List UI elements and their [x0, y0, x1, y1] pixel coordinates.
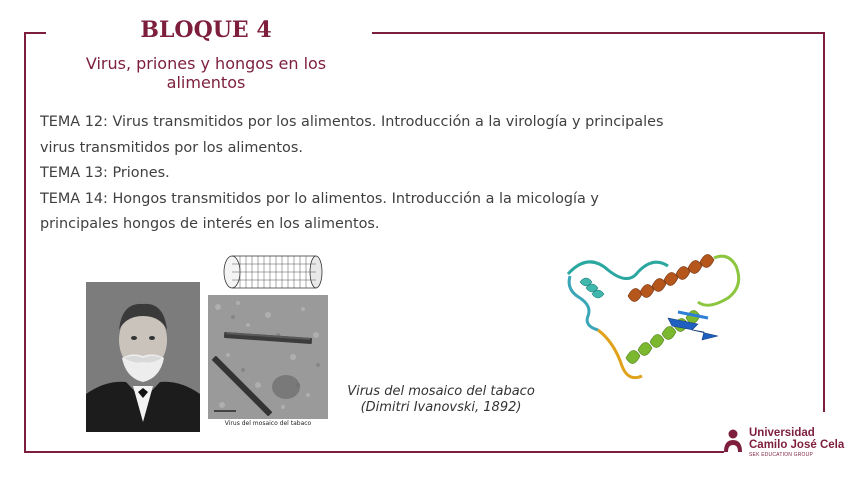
ucjc-logo	[722, 424, 844, 458]
frame-top-left	[24, 32, 46, 34]
prion-protein-image	[558, 246, 754, 386]
topic-list	[40, 110, 680, 238]
logo-line-3: SEK EDUCATION GROUP	[749, 452, 813, 458]
frame-right	[823, 32, 825, 412]
ucjc-logo-icon	[722, 428, 744, 454]
slide-title: BLOQUE 4	[140, 17, 272, 43]
topic-item-13: TEMA 13: Priones.	[40, 165, 170, 182]
tmv-micrograph-image	[208, 295, 328, 419]
image-caption-credit: (Dimitri Ivanovski, 1892)	[360, 400, 522, 415]
logo-line-2: Camilo José Cela	[749, 439, 845, 451]
tmv-diagram-image	[220, 252, 324, 292]
image-caption-title: Virus del mosaico del tabaco	[347, 384, 535, 399]
frame-left	[24, 32, 26, 453]
frame-top-right	[372, 32, 825, 34]
frame-bottom	[24, 451, 724, 453]
topic-item-12: TEMA 12: Virus transmitidos por los alimentos. Introducción a la virología y principales virus transmitidos por los alimentos.	[40, 114, 664, 156]
micrograph-caption: Virus del mosaico del tabaco	[224, 420, 312, 427]
topic-item-14: TEMA 14: Hongos transmitidos por lo alimentos. Introducción a la micología y principales hongos de interés en los alimentos.	[40, 190, 599, 233]
logo-line-1: Universidad	[749, 427, 815, 439]
image-caption	[336, 384, 546, 416]
ivanovski-portrait-image	[86, 282, 200, 432]
slide-subtitle: Virus, priones y hongos en los alimentos	[85, 54, 327, 92]
